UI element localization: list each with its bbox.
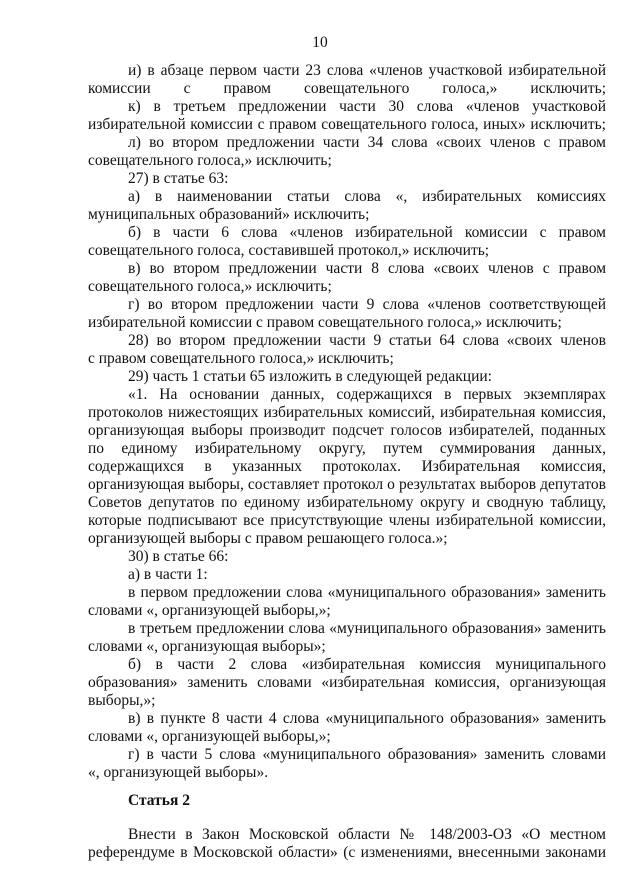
text-line: содержащихся в указанных протоколах. Избирательная комиссия, bbox=[88, 458, 606, 475]
page-number: 10 bbox=[312, 34, 328, 51]
text-line: совещательного голоса, составившей протокол,» исключить; bbox=[88, 242, 490, 259]
text-line: совещательного голоса,» исключить; bbox=[88, 278, 332, 295]
text-line: избирательной комиссии с правом совещательного голоса, иных» исключить; bbox=[88, 116, 606, 133]
text-line: муниципальных образований» исключить; bbox=[88, 206, 370, 223]
text-line: организующая выборы производит подсчет голосов избирателей, поданных bbox=[88, 422, 606, 439]
text-line: в первом предложении слова «муниципального образования» заменить bbox=[128, 584, 606, 601]
text-line: референдуме в Московской области» (с изменениями, внесенными законами bbox=[88, 844, 606, 861]
text-line: а) в части 1: bbox=[128, 566, 208, 583]
text-line: Советов депутатов по единому избирательному округу и сводную таблицу, bbox=[88, 494, 606, 511]
text-line: 29) часть 1 статьи 65 изложить в следующей редакции: bbox=[128, 368, 492, 385]
text-line: в) в пункте 8 части 4 слова «муниципального образования» заменить bbox=[128, 710, 606, 727]
text-line: г) в части 5 слова «муниципального образования» заменить словами bbox=[128, 746, 606, 763]
text-line: в третьем предложении слова «муниципального образования» заменить bbox=[128, 620, 606, 637]
text-line: Внести в Закон Московской области № 148/2003-ОЗ «О местном bbox=[128, 826, 606, 843]
text-line: словами «, организующей выборы,»; bbox=[88, 728, 331, 745]
text-line: а) в наименовании статьи слова «, избирательных комиссиях bbox=[128, 188, 606, 205]
text-line: организующей выборы с правом решающего голоса.»; bbox=[88, 530, 448, 547]
text-line: совещательного голоса,» исключить; bbox=[88, 152, 332, 169]
text-line: в) во втором предложении части 8 слова «своих членов с правом bbox=[128, 260, 606, 277]
text-line: 28) во втором предложении части 9 статьи 64 слова «своих членов bbox=[128, 332, 606, 349]
text-line: которые подписывают все присутствующие члены избирательной комиссии, bbox=[88, 512, 606, 529]
text-line: б) в части 6 слова «членов избирательной комиссии с правом bbox=[128, 224, 606, 241]
text-line: образования» заменить словами «избирательная комиссия, организующая bbox=[88, 674, 606, 691]
text-line: выборы,»; bbox=[88, 692, 156, 709]
text-line: протоколов нижестоящих избирательных комиссий, избирательная комиссия, bbox=[88, 404, 606, 421]
text-line: избирательной комиссии с правом совещательного голоса,» исключить; bbox=[88, 314, 562, 331]
text-line: по единому избирательному округу, путем суммирования данных, bbox=[88, 440, 606, 457]
text-line: словами «, организующей выборы,»; bbox=[88, 602, 331, 619]
article-heading: Статья 2 bbox=[128, 792, 190, 809]
text-line: и) в абзаце первом части 23 слова «членов участковой избирательной bbox=[128, 62, 606, 79]
text-line: «1. На основании данных, содержащихся в первых экземплярах bbox=[128, 386, 606, 403]
text-line: «, организующей выборы». bbox=[88, 764, 269, 781]
text-line: 30) в статье 66: bbox=[128, 548, 229, 565]
text-line: организующая выборы, составляет протокол о результатах выборов депутатов bbox=[88, 476, 606, 493]
text-line: с правом совещательного голоса,» исключить; bbox=[88, 350, 394, 367]
text-line: к) в третьем предложении части 30 слова «членов участковой bbox=[128, 98, 606, 115]
text-line: словами «, организующая выборы»; bbox=[88, 638, 326, 655]
text-line: 27) в статье 63: bbox=[128, 170, 229, 187]
text-line: л) во втором предложении части 34 слова «своих членов с правом bbox=[128, 134, 606, 151]
text-line: б) в части 2 слова «избирательная комиссия муниципального bbox=[128, 656, 606, 673]
text-line: г) во втором предложении части 9 слова «членов соответствующей bbox=[128, 296, 606, 313]
text-line: комиссии с правом совещательного голоса,» исключить; bbox=[88, 80, 606, 97]
